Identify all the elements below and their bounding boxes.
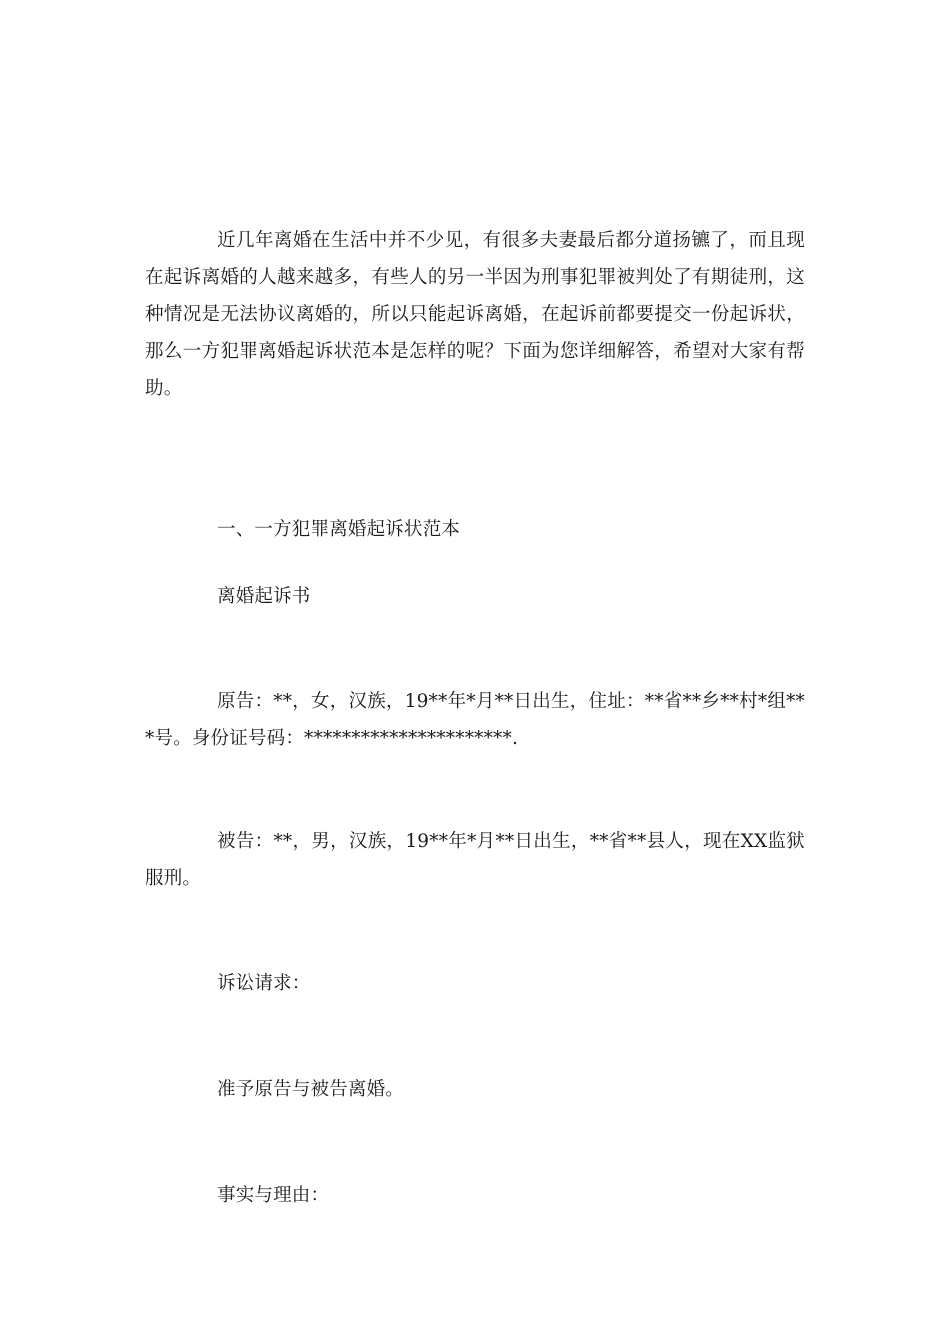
facts-label: 事实与理由：: [217, 1185, 330, 1206]
claims-label: 诉讼请求：: [217, 973, 311, 994]
section-heading: 一、一方犯罪离婚起诉状范本: [217, 519, 461, 540]
defendant-paragraph: 被告：**，男，汉族，19**年*月**日出生，**省**县人，现在XX监狱服刑。: [145, 831, 805, 889]
intro-paragraph: 近几年离婚在生活中并不少见，有很多夫妻最后都分道扬镳了，而且现在起诉离婚的人越来越多，有些人的另一半因为刑事犯罪被判处了有期徒刑，这种情况是无法协议离婚的，所以只能起诉离婚，在起诉前都要提交一份起诉状，那么一方犯罪离婚起诉状范本是怎样的呢？下面为您详细解答，希望对大家有帮助。: [145, 230, 805, 399]
claim-item: 准予原告与被告离婚。: [217, 1079, 405, 1100]
document-title: 离婚起诉书: [217, 586, 311, 607]
plaintiff-paragraph: 原告：**，女，汉族，19**年*月**日出生，住址：**省**乡**村*组***号。身份证号码：**********************.: [145, 691, 805, 749]
